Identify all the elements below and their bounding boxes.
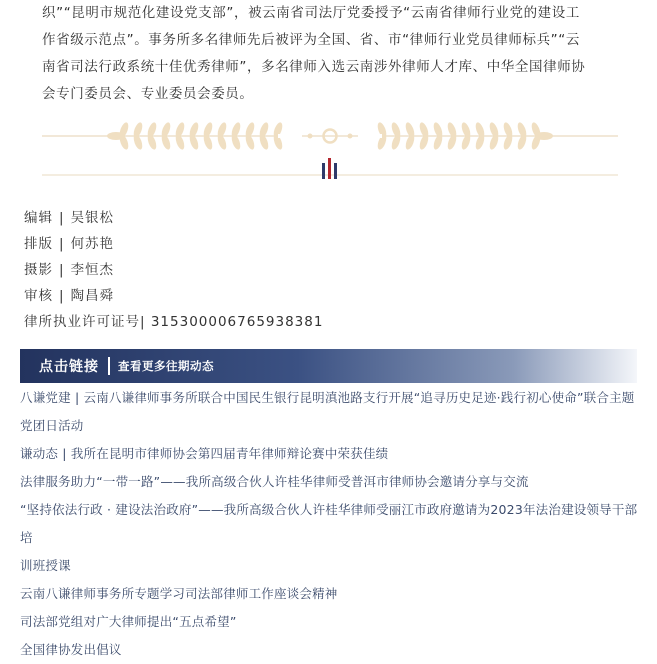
- credit-editor: [24, 205, 323, 231]
- article-link[interactable]: 全国律协发出倡议: [20, 642, 122, 657]
- article-link[interactable]: 法律服务助力“一带一路”——我所高级合伙人许桂华律师受普洱市律师协会邀请分享与交流: [20, 474, 529, 489]
- credit-value: 陶昌舜: [70, 288, 115, 304]
- credits-block: [24, 205, 323, 335]
- credit-separator: |: [59, 262, 65, 278]
- credit-label: 编辑: [24, 210, 53, 226]
- credit-separator: |: [59, 236, 65, 252]
- article-link[interactable]: 谦动态 | 我所在昆明市律师协会第四届青年律师辩论赛中荣获佳绩: [20, 446, 389, 461]
- credit-value: 吴银松: [70, 210, 115, 226]
- credit-label: 审核: [24, 288, 53, 304]
- article-link-continued[interactable]: 训班授课: [20, 558, 71, 573]
- article-link[interactable]: 云南八谦律师事务所专题学习司法部律师工作座谈会精神: [20, 586, 338, 601]
- credit-value: 何苏艳: [70, 236, 115, 252]
- article-link[interactable]: 司法部党组对广大律师提出“五点希望”: [20, 614, 237, 629]
- article-link[interactable]: 八谦党建 | 云南八谦律师事务所联合中国民生银行昆明滇池路支行开展“追寻历史足迹·践行初心使命”联合主题: [20, 390, 635, 405]
- credit-separator: |: [59, 210, 65, 226]
- credit-separator: |: [59, 288, 65, 304]
- past-articles-list: [20, 384, 640, 664]
- more-links-banner: [20, 349, 637, 383]
- credit-value: 李恒杰: [70, 262, 115, 278]
- article-link[interactable]: “坚持依法行政 · 建设法治政府”——我所高级合伙人许桂华律师受丽江市政府邀请为2023年法治建设领导干部培: [20, 502, 638, 545]
- article-link-continued[interactable]: 党团日活动: [20, 418, 84, 433]
- laurel-divider-ornament: [42, 118, 618, 188]
- article-body: [42, 0, 618, 108]
- banner-title: 点击链接: [39, 359, 99, 375]
- article-line: 织”“昆明市规范化建设党支部”，被云南省司法厅党委授予“云南省律师行业党的建设工: [42, 5, 580, 21]
- credit-label: 摄影: [24, 262, 53, 278]
- credit-label: 排版: [24, 236, 53, 252]
- banner-subtitle: 查看更多往期动态: [118, 359, 214, 373]
- article-line: 作省级示范点”。事务所多名律师先后被评为全国、省、市“律师行业党员律师标兵”“云: [42, 32, 580, 48]
- article-line: 会专门委员会、专业委员会委员。: [42, 86, 254, 102]
- license-number: 律所执业许可证号| 31530000676593838​1: [24, 314, 324, 330]
- credit-layout: [24, 231, 323, 257]
- article-line: 南省司法行政系统十佳优秀律师”，多名律师入选云南涉外律师人才库、中华全国律师协: [42, 59, 586, 75]
- credit-photography: [24, 257, 323, 283]
- credit-review: [24, 283, 323, 309]
- banner-divider: [108, 357, 110, 375]
